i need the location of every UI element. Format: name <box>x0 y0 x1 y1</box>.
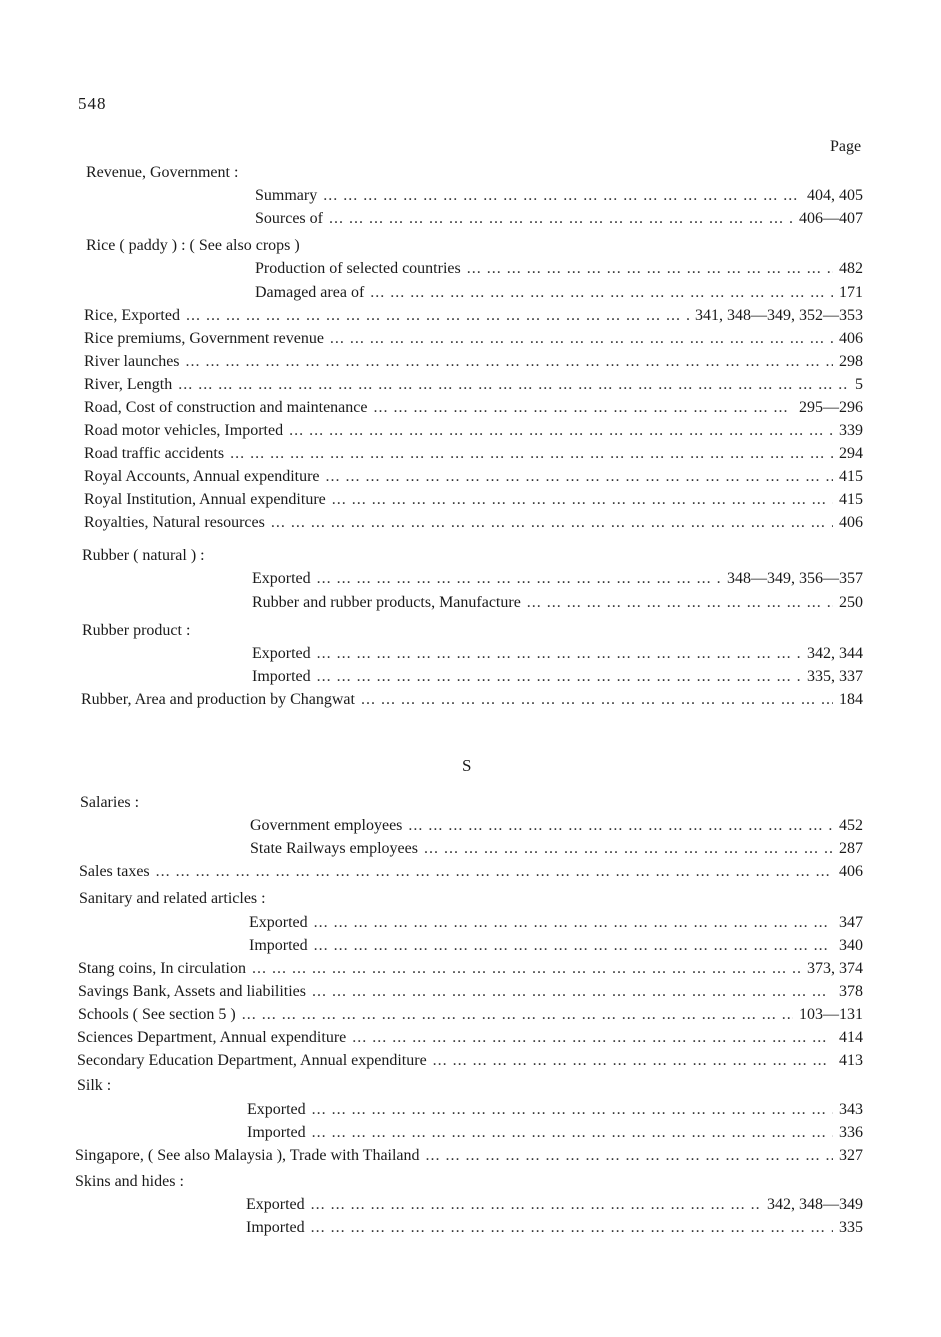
entry-pages: 250 <box>839 594 863 611</box>
page-column-heading: Page <box>830 138 862 155</box>
entry-pages: 373, 374 <box>807 960 863 977</box>
entry-pages: 414 <box>839 1029 863 1046</box>
index-entry <box>252 569 863 591</box>
entry-pages: 287 <box>839 840 863 857</box>
dot-leader <box>271 513 833 533</box>
index-entry <box>84 490 863 512</box>
entry-label: Singapore, ( See also Malaysia ), Trade with Thailand <box>75 1147 420 1164</box>
entry-label: Sciences Department, Annual expenditure <box>77 1029 347 1046</box>
section-letter: S <box>462 756 472 775</box>
dot-leader <box>317 667 801 687</box>
dot-leader <box>424 839 833 859</box>
index-heading <box>75 1172 184 1194</box>
index-entry <box>255 186 863 208</box>
dot-leader <box>311 1218 833 1238</box>
entry-label: Exported <box>247 1101 306 1118</box>
dot-leader <box>352 1028 833 1048</box>
dot-leader <box>156 862 833 882</box>
index-entry <box>84 398 863 420</box>
index-entry <box>249 936 863 958</box>
entry-pages: 348—349, 356—357 <box>727 570 863 587</box>
entry-pages: 404, 405 <box>807 187 863 204</box>
dot-leader <box>527 593 833 613</box>
index-entry <box>250 816 863 838</box>
entry-pages: 378 <box>839 983 863 1000</box>
dot-leader <box>242 1005 793 1025</box>
entry-label: Production of selected countries <box>255 260 461 277</box>
index-entry <box>79 862 863 884</box>
entry-label: Exported <box>249 914 308 931</box>
dot-leader <box>312 982 833 1002</box>
entry-label: Sanitary and related articles : <box>79 890 266 907</box>
entry-label: Royalties, Natural resources <box>84 514 265 531</box>
dot-leader <box>426 1146 833 1166</box>
index-entry <box>255 259 863 281</box>
entry-label: River, Length <box>84 376 173 393</box>
entry-label: Royal Accounts, Annual expenditure <box>84 468 320 485</box>
entry-pages: 343 <box>839 1101 863 1118</box>
dot-leader <box>289 421 833 441</box>
entry-label: Road traffic accidents <box>84 445 225 462</box>
entry-pages: 335, 337 <box>807 668 863 685</box>
dot-leader <box>314 913 833 933</box>
entry-pages: 103—131 <box>799 1006 863 1023</box>
dot-leader <box>361 690 833 710</box>
index-entry <box>249 913 863 935</box>
entry-pages: 406 <box>839 330 863 347</box>
entry-label: Road motor vehicles, Imported <box>84 422 284 439</box>
entry-label: Rubber ( natural ) : <box>82 547 205 564</box>
entry-label: Imported <box>249 937 308 954</box>
index-entry <box>84 329 863 351</box>
index-heading <box>82 621 190 643</box>
entry-label: Summary <box>255 187 318 204</box>
entry-label: Revenue, Government : <box>86 164 239 181</box>
index-entry <box>247 1100 863 1122</box>
index-entry <box>255 209 863 231</box>
entry-pages: 406 <box>839 863 863 880</box>
entry-pages: 415 <box>839 491 863 508</box>
entry-label: Exported <box>252 570 311 587</box>
index-heading <box>82 546 205 568</box>
dot-leader <box>311 1195 761 1215</box>
entry-label: Imported <box>246 1219 305 1236</box>
entry-label: Skins and hides : <box>75 1173 184 1190</box>
dot-leader <box>312 1123 833 1143</box>
entry-label: Imported <box>252 668 311 685</box>
entry-label: Rice, Exported <box>84 307 180 324</box>
index-entry <box>84 352 863 374</box>
dot-leader <box>186 352 833 372</box>
entry-pages: 336 <box>839 1124 863 1141</box>
entry-pages: 5 <box>855 376 863 393</box>
entry-label: Rubber, Area and production by Changwat <box>81 691 355 708</box>
index-entry <box>252 593 863 615</box>
dot-leader <box>467 259 833 279</box>
dot-leader <box>230 444 833 464</box>
index-heading <box>86 163 238 185</box>
entry-label: Sales taxes <box>79 863 150 880</box>
index-entry <box>84 467 863 489</box>
entry-pages: 298 <box>839 353 863 370</box>
entry-pages: 342, 344 <box>807 645 863 662</box>
index-heading <box>80 793 139 815</box>
entry-label: Secondary Education Department, Annual expenditure <box>77 1052 427 1069</box>
index-heading <box>79 889 266 911</box>
index-heading <box>86 236 300 258</box>
entry-pages: 171 <box>839 284 863 301</box>
entry-pages: 406—407 <box>799 210 863 227</box>
entry-pages: 413 <box>839 1052 863 1069</box>
index-entry <box>84 513 863 535</box>
entry-label: Stang coins, In circulation <box>78 960 246 977</box>
dot-leader <box>317 644 801 664</box>
dot-leader <box>330 329 833 349</box>
dot-leader <box>373 398 793 418</box>
entry-label: Imported <box>247 1124 306 1141</box>
index-entry <box>77 1028 863 1050</box>
entry-pages: 327 <box>839 1147 863 1164</box>
index-entry <box>81 690 863 712</box>
entry-pages: 295—296 <box>799 399 863 416</box>
index-entry <box>84 444 863 466</box>
index-entry <box>250 839 863 861</box>
entry-pages: 452 <box>839 817 863 834</box>
entry-label: Exported <box>252 645 311 662</box>
index-entry <box>252 644 863 666</box>
entry-label: State Railways employees <box>250 840 418 857</box>
dot-leader <box>370 283 833 303</box>
dot-leader <box>323 186 801 206</box>
index-entry <box>252 667 863 689</box>
entry-pages: 347 <box>839 914 863 931</box>
index-entry <box>78 1005 863 1027</box>
dot-leader <box>186 306 689 326</box>
entry-pages: 342, 348—349 <box>767 1196 863 1213</box>
entry-pages: 406 <box>839 514 863 531</box>
dot-leader <box>314 936 833 956</box>
entry-label: Salaries : <box>80 794 140 811</box>
dot-leader <box>329 209 793 229</box>
entry-pages: 341, 348—349, 352—353 <box>695 307 863 324</box>
entry-pages: 294 <box>839 445 863 462</box>
index-heading <box>77 1076 111 1098</box>
entry-pages: 339 <box>839 422 863 439</box>
index-entry <box>246 1195 863 1217</box>
entry-label: Sources of <box>255 210 323 227</box>
dot-leader <box>433 1051 833 1071</box>
dot-leader <box>178 375 849 395</box>
index-entry <box>255 283 863 305</box>
entry-pages: 184 <box>839 691 863 708</box>
entry-pages: 415 <box>839 468 863 485</box>
dot-leader <box>317 569 721 589</box>
index-entry <box>84 306 863 328</box>
index-entry <box>84 375 863 397</box>
entry-pages: 335 <box>839 1219 863 1236</box>
entry-label: Rice ( paddy ) : ( See also crops ) <box>86 237 300 254</box>
index-entry <box>78 959 863 981</box>
entry-label: Rice premiums, Government revenue <box>84 330 324 347</box>
entry-label: Damaged area of <box>255 284 365 301</box>
page-number: 548 <box>78 94 107 113</box>
dot-leader <box>332 490 833 510</box>
index-entry <box>247 1123 863 1145</box>
entry-label: Rubber and rubber products, Manufacture <box>252 594 521 611</box>
index-entry <box>246 1218 863 1240</box>
entry-pages: 482 <box>839 260 863 277</box>
entry-label: Rubber product : <box>82 622 191 639</box>
entry-label: Road, Cost of construction and maintenance <box>84 399 368 416</box>
dot-leader <box>312 1100 833 1120</box>
entry-label: Exported <box>246 1196 305 1213</box>
entry-label: Silk : <box>77 1077 112 1094</box>
entry-label: Schools ( See section 5 ) <box>78 1006 236 1023</box>
dot-leader <box>252 959 801 979</box>
index-entry <box>75 1146 863 1168</box>
entry-pages: 340 <box>839 937 863 954</box>
index-entry <box>84 421 863 443</box>
entry-label: Government employees <box>250 817 403 834</box>
index-entry <box>78 982 863 1004</box>
index-entry <box>77 1051 863 1073</box>
dot-leader <box>408 816 833 836</box>
entry-label: Royal Institution, Annual expenditure <box>84 491 326 508</box>
dot-leader <box>326 467 833 487</box>
entry-label: River launches <box>84 353 180 370</box>
entry-label: Savings Bank, Assets and liabilities <box>78 983 306 1000</box>
